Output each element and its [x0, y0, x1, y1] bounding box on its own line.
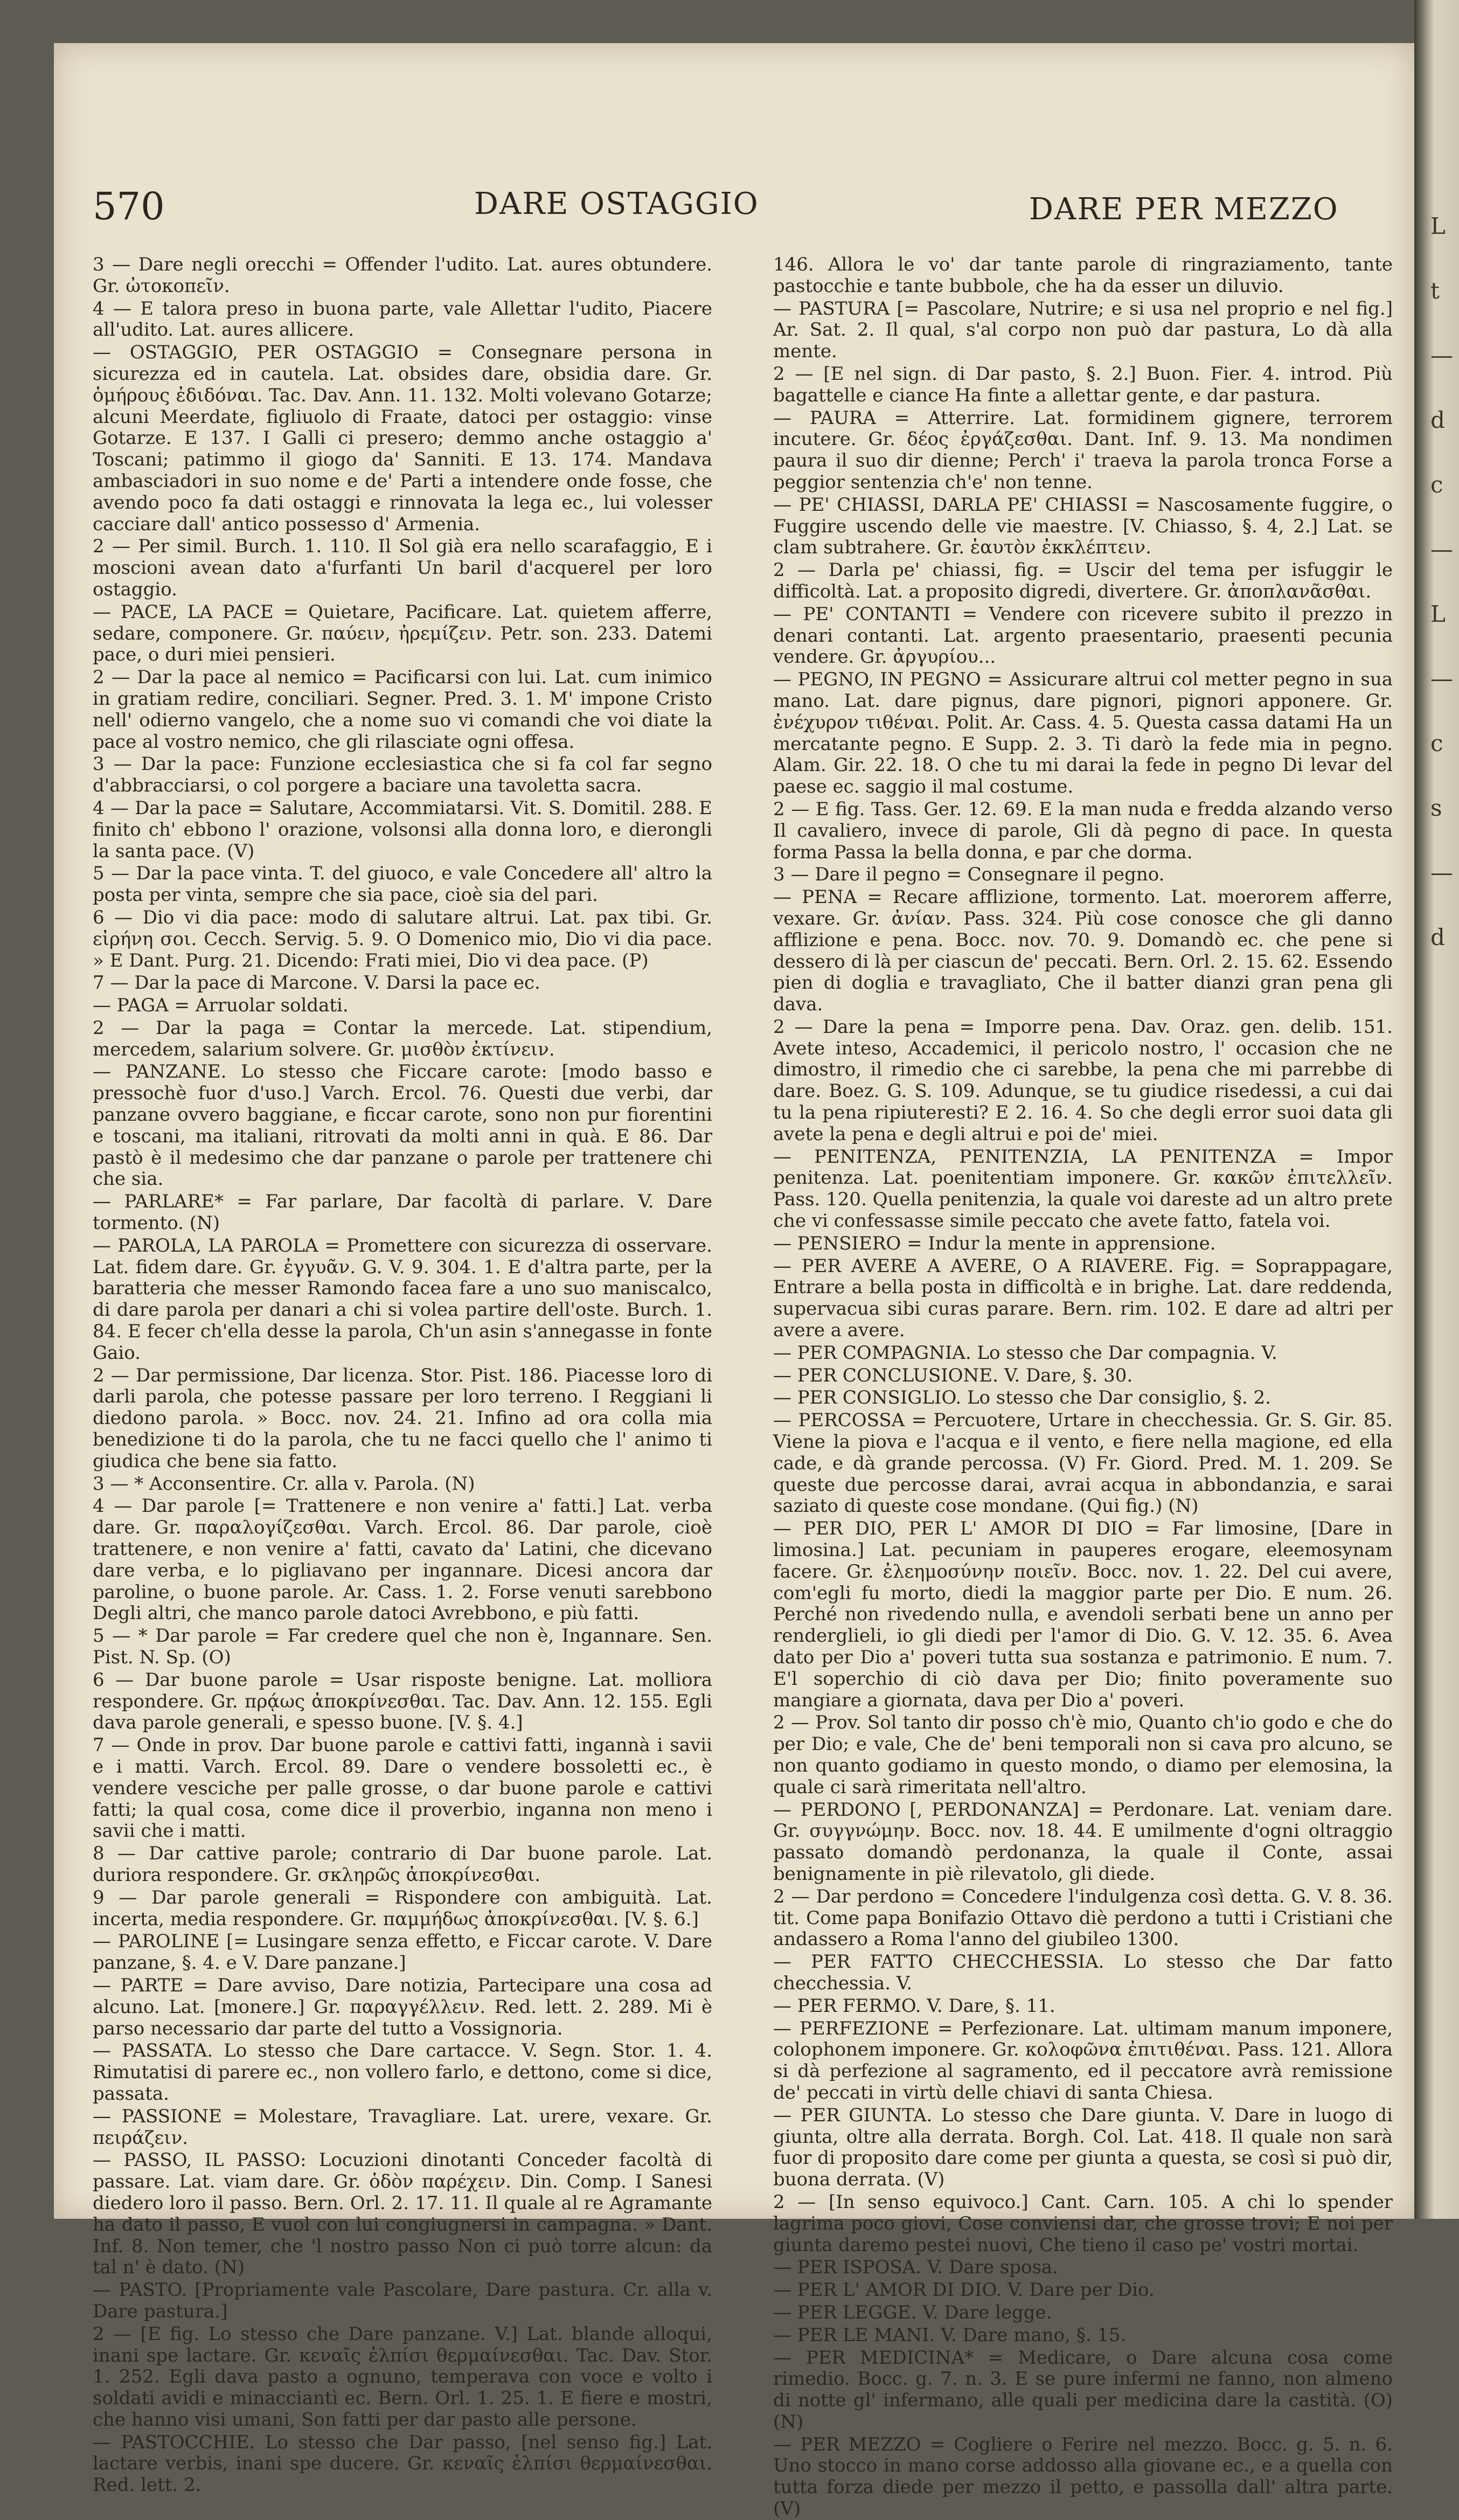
- page-number: 570: [93, 184, 165, 228]
- dictionary-entry: 146. Allora le vo' dar tante parole di ringraziamento, tante pastocchie e tante bubbole, che ha da esser un diluvio.: [773, 254, 1393, 297]
- dictionary-page: [54, 43, 1414, 2520]
- gutter-mark: L: [1430, 601, 1446, 627]
- dictionary-entry: — PERCOSSA = Percuotere, Urtare in checchessia. Gr. S. Gir. 85. Viene la piova e l'acqua e il vento, e fiere nella magione, ed ella cade, e dà grande percossa. (V) Fr. Giord. Pred. M. 1. 209. Se queste due percosse darai, avrai acqua in abbondanzia, e sarai saziato di queste cose mondane. (Qui fig.) (N): [773, 1410, 1393, 1517]
- dictionary-entry: — OSTAGGIO, PER OSTAGGIO = Consegnare persona in sicurezza ed in cautela. Lat. obsides dare, obsidia dare. Gr. ὁμήρους ἐδιδόναι. Tac. Dav. Ann. 11. 132. Molti volevano Gotarze; alcuni Meerdate, figliuolo di Fraate, datoci per ostaggio: vinse Gotarze. E 137. I Galli ci presero; demmo anche ostaggio a' Toscani; patimmo il giogo da' Sanniti. E 13. 174. Mandava ambasciadori in suo nome e de' Parti a intendere onde fosse, che avendo poco fa dati ostaggi e rinnovata la lega ec., lui volesser cacciare dall' antico possesso d' Armenia.: [93, 342, 712, 535]
- dictionary-entry: 2 — Darla pe' chiassi, fig. = Uscir del tema per isfuggir le difficoltà. Lat. a proposito digredi, divertere. Gr. ἀποπλανᾶσθαι.: [773, 559, 1393, 602]
- gutter-mark: t: [1430, 277, 1440, 304]
- gutter-mark: d: [1430, 924, 1445, 950]
- gutter-mark: —: [1430, 859, 1453, 886]
- dictionary-entry: 3 — Dare negli orecchi = Offender l'udito. Lat. aures obtundere. Gr. ὠτοκοπεῖν.: [93, 254, 712, 297]
- dictionary-entry: 4 — Dar parole [= Trattenere e non venire a' fatti.] Lat. verba dare. Gr. παραλογίζεσθαι. Varch. Ercol. 86. Dar parole, cioè trattenere, e non venire a' fatti, cavato da' Latini, che dicevano dare verba, e lo pigliavano per ingannare. Dicesi ancora dar paroline, o buone parole. Ar. Cass. 1. 2. Forse venuti sarebbono Degli altri, che manco parole datoci Avrebbono, e più fatti.: [93, 1495, 712, 1625]
- dictionary-entry: — PERDONO [, PERDONANZA] = Perdonare. Lat. veniam dare. Gr. συγγνώμην. Bocc. nov. 18. 44. E umilmente d'ogni oltraggio passato domandò perdonanza, la quale il Conte, assai benignamente in piè rilevatolo, gli diede.: [773, 1799, 1393, 1885]
- dictionary-entry: — PENA = Recare afflizione, tormento. Lat. moerorem afferre, vexare. Gr. ἀνίαν. Pass. 324. Più cose conosce che gli danno afflizione e pena. Bocc. nov. 70. 9. Domandò ec. che pene si dessero di là per ciascun de' peccati. Bern. Orl. 2. 15. 62. Essendo pien di doglia e travagliato, Che il batter dianzi gran pena gli dava.: [773, 886, 1393, 1016]
- dictionary-entry: — PAROLINE [= Lusingare senza effetto, e Ficcar carote. V. Dare panzane, §. 4. e V. Dare panzane.]: [93, 1931, 712, 1974]
- dictionary-entry: 2 — Dar la pace al nemico = Pacificarsi con lui. Lat. cum inimico in gratiam redire, conciliari. Segner. Pred. 3. 1. M' impone Cristo nell' odierno vangelo, che a nome suo vi comandi che voi diate la pace al vostro nemico, che gli rilasciate ogni offesa.: [93, 667, 712, 753]
- gutter-mark: c: [1430, 471, 1443, 498]
- dictionary-entry: — PASSATA. Lo stesso che Dare cartacce. V. Segn. Stor. 1. 4. Rimutatisi di parere ec., non vollero farlo, e dettono, come si dice, passata.: [93, 2040, 712, 2105]
- gutter-mark: L: [1430, 213, 1446, 239]
- left-running-head: DARE OSTAGGIO: [474, 186, 759, 221]
- dictionary-entry: — PER MEZZO = Cogliere o Ferire nel mezzo. Bocc. g. 5. n. 6. Uno stocco in mano corse addosso alla giovane ec., e a quella con tutta forza diede per mezzo il petto, e passolla dall' altra parte. (V): [773, 2433, 1393, 2520]
- dictionary-entry: — PER MEDICINA* = Medicare, o Dare alcuna cosa come rimedio. Bocc. g. 7. n. 3. E se pure infermi ne fanno, non almeno di notte gl' infermano, alle quali per medicina dare la castità. (O) (N): [773, 2347, 1393, 2433]
- dictionary-entry: — PER AVERE A AVERE, O A RIAVERE. Fig. = Soprappagare, Entrare a bella posta in difficoltà e in brighe. Lat. dare reddenda, supervacua sibi curas parare. Bern. rim. 102. E dare ad altri per avere a avere.: [773, 1255, 1393, 1342]
- right-column: [773, 254, 1393, 2520]
- gutter-mark: —: [1430, 665, 1453, 692]
- dictionary-entry: — PAURA = Atterrire. Lat. formidinem gignere, terrorem incutere. Gr. δέος ἐργάζεσθαι. Dant. Inf. 9. 13. Ma nondimen paura il suo dir dienne; Perch' i' traeva la parola tronca Forse a peggior sentenzia ch'e' non tenne.: [773, 407, 1393, 493]
- dictionary-entry: 5 — Dar la pace vinta. T. del giuoco, e vale Concedere all' altro la posta per vinta, sempre che sia pace, cioè sia del pari.: [93, 863, 712, 906]
- dictionary-entry: 9 — Dar parole generali = Rispondere con ambiguità. Lat. incerta, media respondere. Gr. παμμήδως ἀποκρίνεσθαι. [V. §. 6.]: [93, 1886, 712, 1930]
- dictionary-entry: 2 — [E nel sign. di Dar pasto, §. 2.] Buon. Fier. 4. introd. Più bagattelle e ciance Ha finte a allettar gente, e dar pastura.: [773, 363, 1393, 406]
- dictionary-entry: 2 — Dar la paga = Contar la mercede. Lat. stipendium, mercedem, salarium solvere. Gr. μισθὸν ἐκτίνειν.: [93, 1017, 712, 1060]
- gutter-mark: s: [1430, 795, 1442, 821]
- gutter-mark: c: [1430, 730, 1443, 756]
- dictionary-entry: — PER DIO, PER L' AMOR DI DIO = Far limosine, [Dare in limosina.] Lat. pecuniam in pauperes erogare, eleemosynam facere. Gr. ἐλεημοσύνην ποιεῖν. Bocc. nov. 1. 22. Del cui avere, com'egli fu morto, diedi la maggior parte per Dio. E num. 26. Perché non rivedendo nulla, e avendoli serbati bene un anno per renderglieli, io gli diedi per l'amor di Dio. G. V. 12. 35. 6. Avea dato per Dio a' poveri tutta sua sostanza e patrimonio. E num. 7. E'l soperchio di ciò dava per Dio; finito poveramente suo mangiare a giornata, dava per Dio a' poveri.: [773, 1518, 1393, 1711]
- dictionary-entry: 3 — * Acconsentire. Cr. alla v. Parola. (N): [93, 1473, 475, 1495]
- dictionary-entry: 4 — Dar la pace = Salutare, Accommiatarsi. Vit. S. Domitil. 288. E finito ch' ebbono l' orazione, volsonsi alla donna loro, e dierongli la santa pace. (V): [93, 797, 712, 862]
- dictionary-entry: 7 — Dar la pace di Marcone. V. Darsi la pace ec.: [93, 972, 540, 994]
- dictionary-entry: 2 — E fig. Tass. Ger. 12. 69. E la man nuda e fredda alzando verso Il cavaliero, invece di parole, Gli dà pegno di pace. In questa forma Passa la bella donna, e par che dorma.: [773, 798, 1393, 863]
- dictionary-entry: — PER COMPAGNIA. Lo stesso che Dar compagnia. V.: [773, 1342, 1277, 1364]
- dictionary-entry: — PER L' AMOR DI DIO. V. Dare per Dio.: [773, 2279, 1155, 2301]
- right-running-head: DARE PER MEZZO: [1029, 192, 1339, 227]
- dictionary-entry: — PACE, LA PACE = Quietare, Pacificare. Lat. quietem afferre, sedare, componere. Gr. παύειν, ἠρεμίζειν. Petr. son. 233. Datemi pace, o duri miei pensieri.: [93, 601, 712, 666]
- dictionary-entry: — PER FATTO CHECCHESSIA. Lo stesso che Dar fatto checchessia. V.: [773, 1951, 1393, 1994]
- dictionary-entry: — PAROLA, LA PAROLA = Promettere con sicurezza di osservare. Lat. fidem dare. Gr. ἐγγυᾶν. G. V. 9. 304. 1. E d'altra parte, per la baratteria che messer Ramondo facea fare a uno suo maniscalco, di dare parola per danari a chi si volea partire dell'oste. Burch. 1. 84. E fecer ch'ella desse la parola, Ch'un asin s'annegasse in fonte Gaio.: [93, 1234, 712, 1364]
- gutter-marks: [1430, 194, 1457, 970]
- dictionary-entry: — PER GIUNTA. Lo stesso che Dare giunta. V. Dare in luogo di giunta, oltre alla derrata. Borgh. Col. Lat. 418. Il quale non sarà fuor di proposito dare come per giunta a questa, se così si può dir, buona derrata. (V): [773, 2104, 1393, 2191]
- dictionary-entry: — PAGA = Arruolar soldati.: [93, 995, 349, 1017]
- dictionary-entry: 2 — [In senso equivoco.] Cant. Carn. 105. A chi lo spender lagrima poco giovi, Cose conviensi dar, che grosse trovi; E noi per giunta daremo pestei nuovi, Che tieno il caso pe' vostri mortai.: [773, 2191, 1393, 2256]
- dictionary-entry: 2 — [E fig. Lo stesso che Dare panzane. V.] Lat. blande alloqui, inani spe lactare. Gr. κεναῖς ἐλπίσι θερμαίνεσθαι. Tac. Dav. Stor. 1. 252. Egli dava pasto a ognuno, temperava con voce e volto i soldati avidi e minacciantì ec. Bern. Orl. 1. 25. 1. E fiere e mostri, che hanno visi umani, Son fatti per dar pasto alle persone.: [93, 2323, 712, 2431]
- dictionary-entry: — PASTO. [Propriamente vale Pascolare, Dare pastura. Cr. alla v. Dare pastura.]: [93, 2279, 712, 2322]
- page-header: [54, 184, 1414, 238]
- gutter-mark: —: [1430, 536, 1453, 563]
- dictionary-entry: — PER LE MANI. V. Dare mano, §. 15.: [773, 2324, 1127, 2346]
- dictionary-entry: 3 — Dare il pegno = Consegnare il pegno.: [773, 864, 1165, 886]
- dictionary-entry: — PEGNO, IN PEGNO = Assicurare altrui col metter pegno in sua mano. Lat. dare pignus, dare pignori, pignori apponere. Gr. ἐνέχυρον τιθέναι. Polit. Ar. Cass. 4. 5. Questa cassa datami Ha un mercatante pegno. E Supp. 2. 3. Ti darò la fede mia in pegno. Alam. Gir. 22. 18. O che tu mi darai la fede in pegno Di levar del paese ec. saggio il mal costume.: [773, 669, 1393, 798]
- dictionary-entry: 6 — Dio vi dia pace: modo di salutare altrui. Lat. pax tibi. Gr. εἰρήνη σοι. Cecch. Servig. 5. 9. O Domenico mio, Dio vi dia pace. » E Dant. Purg. 21. Dicendo: Frati miei, Dio vi dea pace. (P): [93, 906, 712, 971]
- dictionary-entry: 4 — E talora preso in buona parte, vale Allettar l'udito, Piacere all'udito. Lat. aures allicere.: [93, 297, 712, 341]
- dictionary-entry: 8 — Dar cattive parole; contrario di Dar buone parole. Lat. duriora respondere. Gr. σκληρῶς ἀποκρίνεσθαι.: [93, 1843, 712, 1886]
- gutter-mark: —: [1430, 342, 1453, 369]
- dictionary-entry: 2 — Prov. Sol tanto dir posso ch'è mio, Quanto ch'io godo e che do per Dio; e vale, Che de' beni temporali non si cava pro alcuno, se non quanto godiamo in questo mondo, o diamo per elemosina, la quale ci sarà rimeritata nell'altro.: [773, 1712, 1393, 1798]
- dictionary-entry: — PERFEZIONE = Perfezionare. Lat. ultimam manum imponere, colophonem imponere. Gr. κολοφῶνα ἐπιτιθέναι. Pass. 121. Allora si dà perfezione al sagramento, ed il peccatore avrà remissione de' peccati in virtù delle chiavi di santa Chiesa.: [773, 2017, 1393, 2104]
- dictionary-entry: — PANZANE. Lo stesso che Ficcare carote: [modo basso e pressochè fuor d'uso.] Varch. Ercol. 76. Questi due verbi, dar panzane ovvero baggiane, e ficcar carote, sono non pur fiorentini e toscani, ma italiani, ritrovati da molti anni in quà. E 86. Dar pastò è il medesimo che dar panzane o parole per trattenere chi che sia.: [93, 1061, 712, 1190]
- dictionary-entry: — PE' CONTANTI = Vendere con ricevere subito il prezzo in denari contanti. Lat. argento praesentario, praesenti pecunia vendere. Gr. ἀργυρίου...: [773, 603, 1393, 668]
- dictionary-entry: 2 — Per simil. Burch. 1. 110. Il Sol già era nello scarafaggio, E i moscioni avean dato a'furfanti Un baril d'acquerel per loro ostaggio.: [93, 536, 712, 600]
- dictionary-entry: — PER CONSIGLIO. Lo stesso che Dar consiglio, §. 2.: [773, 1387, 1272, 1409]
- dictionary-entry: — PASTURA [= Pascolare, Nutrire; e si usa nel proprio e nel fig.] Ar. Sat. 2. Il qual, s'al corpo non può dar pastura, Lo dà alla mente.: [773, 297, 1393, 363]
- dictionary-entry: 3 — Dar la pace: Funzione ecclesiastica che si fa col far segno d'abbracciarsi, o col porgere a baciare una tavoletta sacra.: [93, 753, 712, 797]
- dictionary-entry: — PARLARE* = Far parlare, Dar facoltà di parlare. V. Dare tormento. (N): [93, 1191, 712, 1234]
- dictionary-entry: — PER ISPOSA. V. Dare sposa.: [773, 2257, 1058, 2279]
- dictionary-entry: 2 — Dar permissione, Dar licenza. Stor. Pist. 186. Piacesse loro di darli parola, che potesse passare per loro terreno. I Reggiani li diedono parola. » Bocc. nov. 24. 21. Infino ad ora colla mia benedizione ti do la parola, che tu ne facci quello che l' animo ti giudica che bene sia fatto.: [93, 1364, 712, 1472]
- dictionary-entry: 2 — Dar perdono = Concedere l'indulgenza così detta. G. V. 8. 36. tit. Come papa Bonifazio Ottavo diè perdono a tutti i Cristiani che andassero a Roma l'anno del giubileo 1300.: [773, 1885, 1393, 1950]
- dictionary-entry: — PE' CHIASSI, DARLA PE' CHIASSI = Nascosamente fuggire, o Fuggire uscendo delle vie maestre. [V. Chiasso, §. 4, 2.] Lat. se clam subtrahere. Gr. ἑαυτὸν ἐκκλέπτειν.: [773, 494, 1393, 559]
- dictionary-entry: 6 — Dar buone parole = Usar risposte benigne. Lat. molliora respondere. Gr. πρᾴως ἀποκρίνεσθαι. Tac. Dav. Ann. 12. 155. Egli dava parole generali, e spesso buone. [V. §. 4.]: [93, 1669, 712, 1734]
- dictionary-entry: 2 — Dare la pena = Imporre pena. Dav. Oraz. gen. delib. 151. Avete inteso, Accademici, il pericolo nostro, l' occasion che ne dimostro, il rimedio che ci sarebbe, la pena che mi parrebbe di dare. Boez. G. S. 109. Adunque, se tu giudice risedessi, a cui dai tu la pena ripiuteresti? E 2. 16. 4. So che degli error suoi data gli avete la pena e degli altrui e poi de' miei.: [773, 1016, 1393, 1145]
- dictionary-entry: — PENSIERO = Indur la mente in apprensione.: [773, 1232, 1216, 1254]
- dictionary-entry: — PENITENZA, PENITENZIA, LA PENITENZA = Impor penitenza. Lat. poenitentiam imponere. Gr. κακῶν ἐπιτελλεῖν. Pass. 120. Quella penitenzia, la quale voi dareste ad un altro prete che vi confessasse simile peccato che avete fatto, fatela voi.: [773, 1146, 1393, 1232]
- dictionary-entry: — PER LEGGE. V. Dare legge.: [773, 2301, 1052, 2323]
- dictionary-entry: 5 — * Dar parole = Far credere quel che non è, Ingannare. Sen. Pist. N. Sp. (O): [93, 1625, 712, 1668]
- dictionary-entry: — PASTOCCHIE. Lo stesso che Dar passo, [nel senso fig.] Lat. lactare verbis, inani spe ducere. Gr. κεναῖς ἐλπίσι θερμαίνεσθαι. Red. lett. 2.: [93, 2431, 712, 2496]
- dictionary-entry: 7 — Onde in prov. Dar buone parole e cattivi fatti, ingannà i savii e i matti. Varch. Ercol. 89. Dare o vendere bossoletti ec., è vendere vesciche per palle grosse, o dar buone parole e cattivi fatti; la qual cosa, come dice il proverbio, inganna non meno i savii che i matti.: [93, 1734, 712, 1842]
- dictionary-entry: — PER CONCLUSIONE. V. Dare, §. 30.: [773, 1364, 1133, 1386]
- dictionary-entry: — PASSIONE = Molestare, Travagliare. Lat. urere, vexare. Gr. πειράζειν.: [93, 2105, 712, 2149]
- left-column: [93, 254, 712, 2496]
- dictionary-entry: — PER FERMO. V. Dare, §. 11.: [773, 1995, 1055, 2017]
- gutter-mark: d: [1430, 407, 1445, 433]
- dictionary-entry: — PASSO, IL PASSO: Locuzioni dinotanti Conceder facoltà di passare. Lat. viam dare. Gr. ὁδὸν παρέχειν. Din. Comp. I Sanesi diedero loro il passo. Bern. Orl. 2. 17. 11. Il quale al re Agramante ha dato il passo, E vuol con lui congiugnersi in campagna. » Dant. Inf. 8. Non temer, che 'l nostro passo Non ci può torre alcun: da tal n' è dato. (N): [93, 2149, 712, 2279]
- dictionary-entry: — PARTE = Dare avviso, Dare notizia, Partecipare una cosa ad alcuno. Lat. [monere.] Gr. παραγγέλλειν. Red. lett. 2. 289. Mi è parso necessario dar parte del tutto a Vossignoria.: [93, 1974, 712, 2039]
